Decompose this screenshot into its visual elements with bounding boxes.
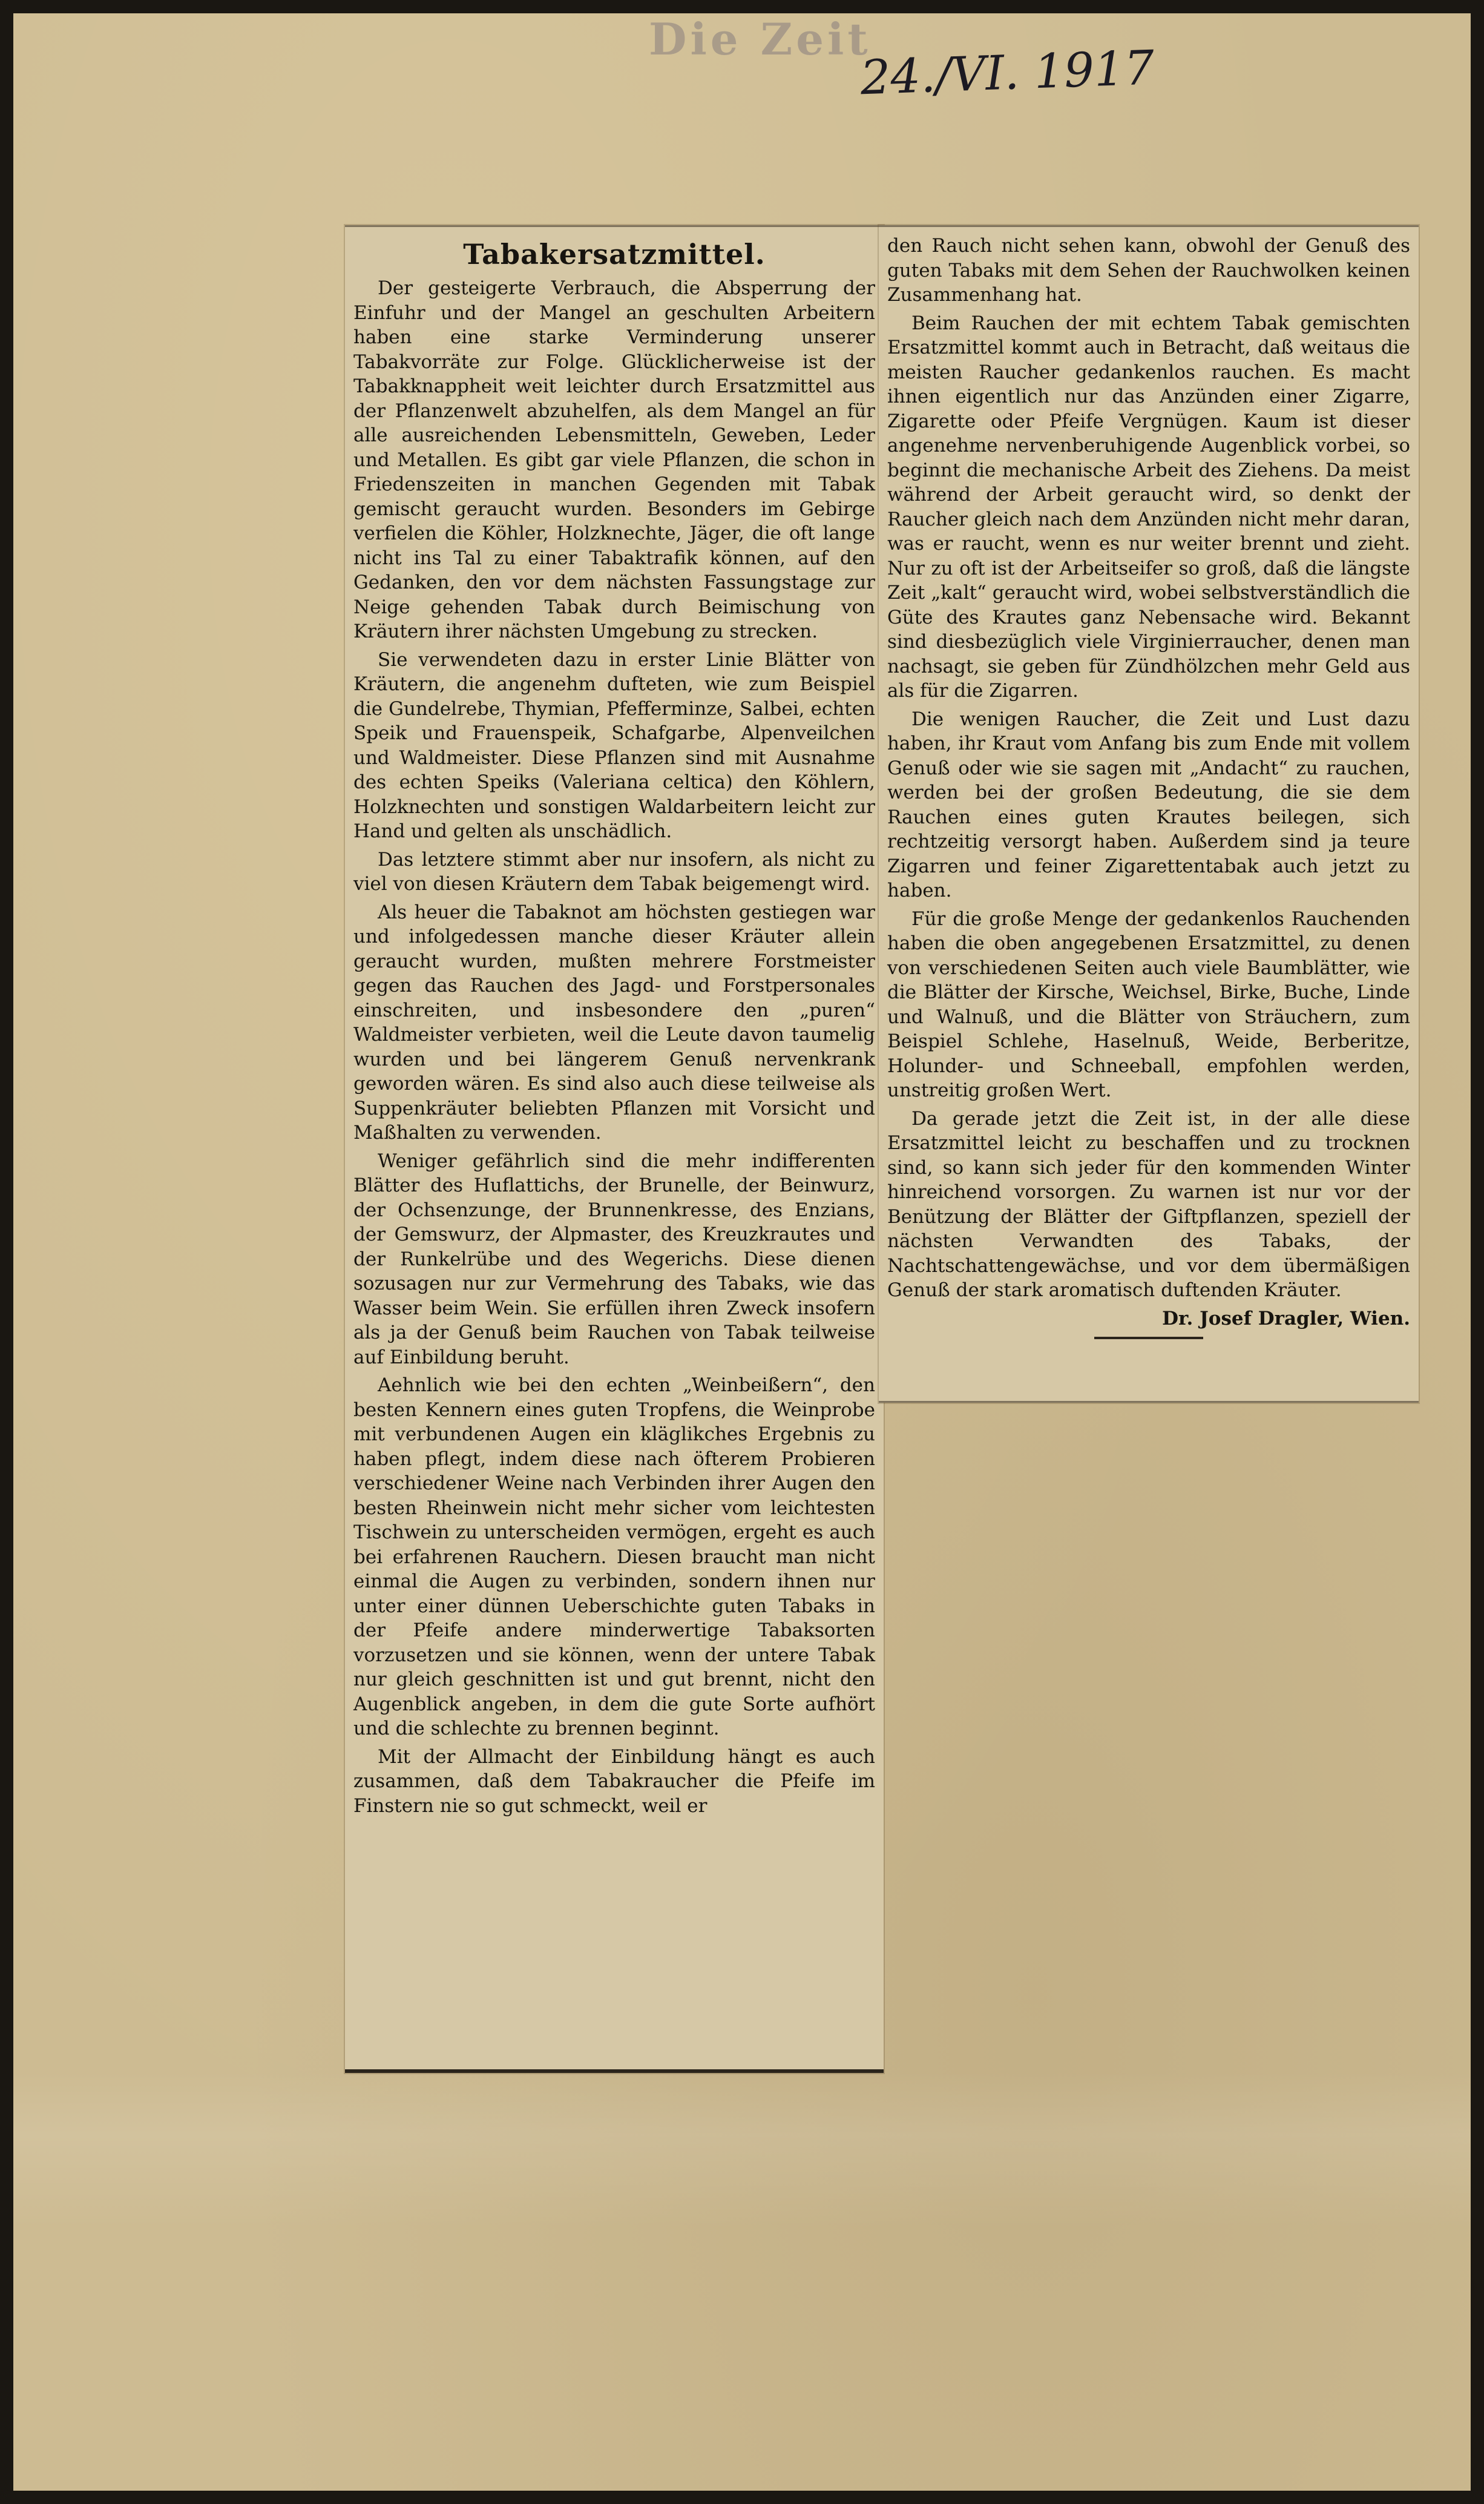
column-bottom-edge (879, 1401, 1419, 1403)
article-paragraph-9: Die wenigen Raucher, die Zeit und Lust dazu haben, ihr Kraut vom Anfang bis zum Ende mit vollem Genuß oder wie sie sagen mit „Andacht“ zu rauchen, werden bei der großen Bedeutung, die sie dem Rauchen eines guten Krautes beilegen, sich rechtzeitig versorgt haben. Außerdem sind ja teure Zigarren und feiner Zigarettentabak auch jetzt zu haben. (887, 708, 1410, 901)
article-right-column (879, 225, 1419, 1403)
end-rule (1094, 1337, 1203, 1339)
article-paragraph-continued: den Rauch nicht sehen kann, obwohl der Genuß des guten Tabaks mit dem Sehen der Rauchwolken keinen Zusammenhang hat. (887, 235, 1410, 306)
newspaper-clipping-sheet (13, 13, 1471, 2491)
article-paragraph-4: Als heuer die Tabaknot am höchsten gestiegen war und infolgedessen manche dieser Kräuter allein geraucht wurden, mußten mehrere Forstmeister gegen das Rauchen des Jagd- und Forstpersonales einschreiten, und insbesondere den „puren“ Waldmeister verbieten, weil die Leute davon taumelig wurden und bei längerem Genuß nervenkrank geworden wären. Es sind also auch diese teilweise als Suppenkräuter beliebten Pflanzen mit Vorsicht und Maßhalten zu verwenden. (353, 901, 875, 1144)
article-paragraph-8: Beim Rauchen der mit echtem Tabak gemischten Ersatzmittel kommt auch in Betracht, daß weitaus die meisten Raucher gedankenlos rauchen. Es macht ihnen eigentlich nur das Anzünden einer Zigarre, Zigarette oder Pfeife Vergnügen. Kaum ist dieser angenehme nervenberuhigende Augenblick vorbei, so beginnt die mechanische Arbeit des Ziehens. Da meist während der Arbeit geraucht wird, so denkt der Raucher gleich nach dem Anzünden nicht mehr daran, was er raucht, wenn es nur weiter brennt und zieht. Nur zu oft ist der Arbeitseifer so groß, daß die längste Zeit „kalt“ geraucht wird, wobei selbstverständlich die Güte des Krautes ganz Nebensache wird. Bekannt sind diesbezüglich viele Virginierraucher, denen man nachsagt, sie geben für Zündhölzchen mehr Geld aus als für die Zigarren. (887, 312, 1410, 702)
column-bottom-rule (345, 2069, 884, 2073)
article-paragraph-3: Das letztere stimmt aber nur insofern, als nicht zu viel von diesen Kräutern dem Tabak beigemengt wird. (353, 848, 875, 895)
scan-light-band (13, 2072, 1471, 2229)
article-title: Tabakersatzmittel. (463, 238, 766, 271)
column-top-edge (345, 225, 884, 227)
column-top-edge (879, 225, 1419, 227)
author-signature: Dr. Josef Dragler, Wien. (1162, 1307, 1410, 1329)
publication-stamp: Die Zeit (649, 13, 872, 65)
handwritten-date: 24./VI. 1917 (859, 41, 1155, 106)
article-paragraph-11: Da gerade jetzt die Zeit ist, in der alle diese Ersatzmittel leicht zu beschaffen und zu trocknen sind, so kann sich jeder für den kommenden Winter hinreichend vorsorgen. Zu warnen ist nur vor der Benützung der Blätter der Giftpflanzen, speziell der nächsten Verwandten des Tabaks, der Nachtschattengewächse, und vor dem übermäßigen Genuß der stark aromatisch duftenden Kräuter. (887, 1107, 1410, 1301)
article-paragraph-1: Der gesteigerte Verbrauch, die Absperrung der Einfuhr und der Mangel an geschulten Arbeitern haben eine starke Verminderung unserer Tabakvorräte zur Folge. Glücklicherweise ist der Tabakknappheit weit leichter durch Ersatzmittel aus der Pflanzenwelt abzuhelfen, als dem Mangel an für alle ausreichenden Lebensmitteln, Geweben, Leder und Metallen. Es gibt gar viele Pflanzen, die schon in Friedenszeiten in manchen Gegenden mit Tabak gemischt geraucht wurden. Besonders im Gebirge verfielen die Köhler, Holzknechte, Jäger, die oft lange nicht ins Tal zu einer Tabaktrafik können, auf den Gedanken, den vor dem nächsten Fassungstage zur Neige gehenden Tabak durch Beimischung von Kräutern ihrer nächsten Umgebung zu strecken. (353, 277, 875, 642)
article-paragraph-7: Mit der Allmacht der Einbildung hängt es auch zusammen, daß dem Tabakraucher die Pfeife im Finstern nie so gut schmeckt, weil er (353, 1745, 875, 1817)
article-paragraph-10: Für die große Menge der gedankenlos Rauchenden haben die oben angegebenen Ersatzmittel, zu denen von verschiedenen Seiten auch viele Baumblätter, wie die Blätter der Kirsche, Weichsel, Birke, Buche, Linde und Walnuß, und die Blätter von Sträuchern, zum Beispiel Schlehe, Haselnuß, Weide, Berberitze, Holunder- und Schneeball, empfohlen werden, unstreitig großen Wert. (887, 908, 1410, 1101)
article-paragraph-2: Sie verwendeten dazu in erster Linie Blätter von Kräutern, die angenehm dufteten, wie zum Beispiel die Gundelrebe, Thymian, Pfefferminze, Salbei, echten Speik und Frauenspeik, Schafgarbe, Alpenveilchen und Waldmeister. Diese Pflanzen sind mit Ausnahme des echten Speiks (Valeriana celtica) den Köhlern, Holzknechten und sonstigen Waldarbeitern leicht zur Hand und gelten als unschädlich. (353, 648, 875, 842)
article-paragraph-5: Weniger gefährlich sind die mehr indifferenten Blätter des Huflattichs, der Brunelle, der Beinwurz, der Ochsenzunge, der Brunnenkresse, des Enzians, der Gemswurz, der Alpmaster, des Kreuzkrautes und der Runkelrübe und des Wegerichs. Diese dienen sozusagen nur zur Vermehrung des Tabaks, wie das Wasser beim Wein. Sie erfüllen ihren Zweck insofern als ja der Genuß beim Rauchen von Tabak teilweise auf Einbildung beruht. (353, 1150, 875, 1368)
article-paragraph-6: Aehnlich wie bei den echten „Weinbeißern“, den besten Kennern eines guten Tropfens, die Weinprobe mit verbundenen Augen ein kläglikches Ergebnis zu haben pflegt, indem diese nach öfterem Probieren verschiedener Weine nach Verbinden ihrer Augen den besten Rheinwein nicht mehr sicher vom leichtesten Tischwein zu unterscheiden vermögen, ergeht es auch bei erfahrenen Rauchern. Diesen braucht man nicht einmal die Augen zu verbinden, sondern ihnen nur unter einer dünnen Ueberschichte guten Tabaks in der Pfeife andere minderwertige Tabaksorten vorzusetzen und sie können, wenn der untere Tabak nur gleich geschnitten ist und gut brennt, nicht den Augenblick angeben, in dem die gute Sorte aufhört und die schlechte zu brennen beginnt. (353, 1374, 875, 1739)
article-left-column (345, 225, 884, 2073)
